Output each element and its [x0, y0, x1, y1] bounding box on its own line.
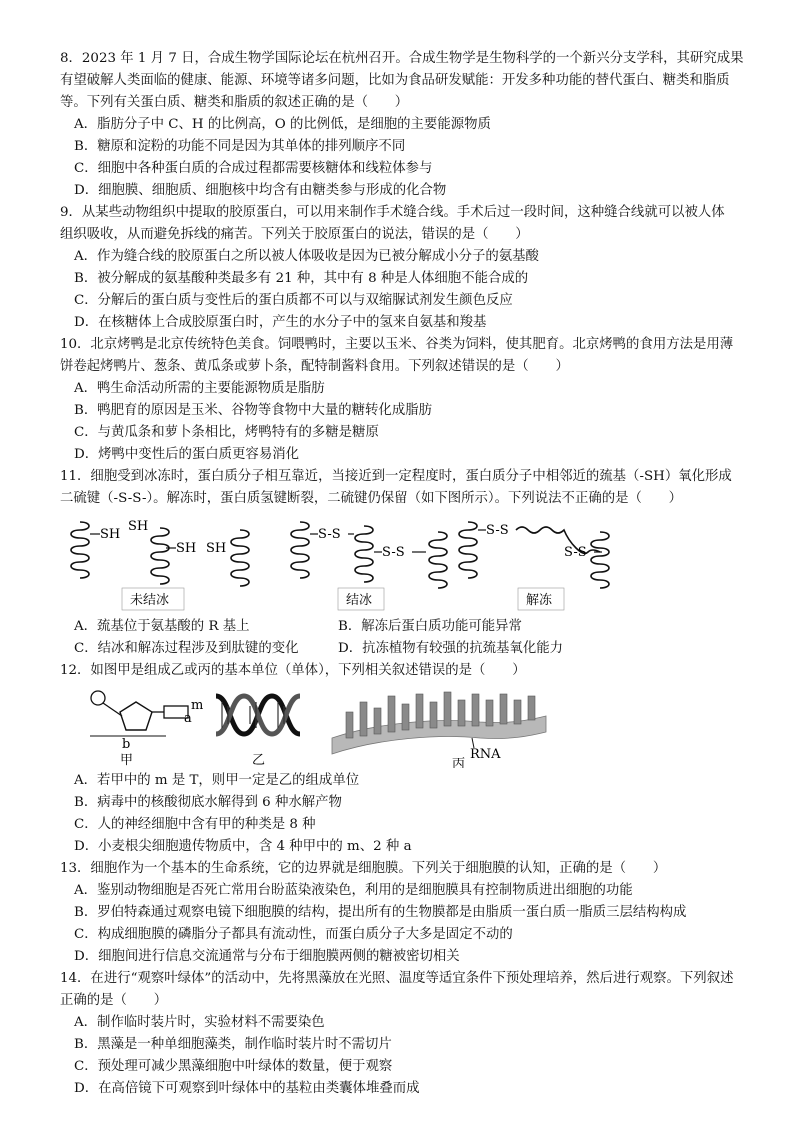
question-stem: 12．如图甲是组成乙或丙的基本单位（单体），下列相关叙述错误的是（ ）	[60, 663, 526, 678]
label-bing: 丙	[452, 757, 466, 768]
exam-page	[60, 48, 750, 1100]
frozen-panel	[291, 522, 447, 610]
option-a: A．巯基位于氨基酸的 R 基上	[74, 619, 250, 634]
sh-label: SH	[176, 541, 197, 556]
option-c: C．分解后的蛋白质与变性后的蛋白质都不可以与双缩脲试剂发生颜色反应	[74, 293, 513, 308]
options-row	[60, 616, 750, 638]
option-c: C．人的神经细胞中含有甲的种类是 8 种	[74, 817, 316, 832]
nucleic-acid-svg	[60, 682, 750, 768]
question-stem: 等。下列有关蛋白质、糖类和脂质的叙述正确的是（ ）	[60, 95, 409, 110]
label-jia: 甲	[120, 753, 134, 768]
unfrozen-label: 未结冰	[130, 593, 170, 608]
option-b: B．鸭肥育的原因是玉米、谷物等食物中大量的糖转化成脂肪	[74, 403, 432, 418]
option-a: A．作为缝合线的胶原蛋白之所以被人体吸收是因为已被分解成小分子的氨基酸	[74, 249, 539, 264]
thawed-panel	[459, 522, 609, 610]
nucleic-acid-figure	[60, 682, 750, 768]
question-stem: 9．从某些动物组织中提取的胶原蛋白，可以用来制作手术缝合线。手术后过一段时间，这种缝合线就可以被人体	[60, 205, 725, 220]
question-10	[60, 334, 750, 466]
option-d: D．烤鸭中变性后的蛋白质更容易消化	[74, 447, 299, 462]
question-9	[60, 202, 750, 334]
question-stem: 组织吸收，从而避免拆线的痛苦。下列关于胶原蛋白的说法，错误的是（ ）	[60, 227, 529, 242]
sh-label: SH	[128, 519, 149, 534]
option-a: A．鉴别动物细胞是否死亡常用台盼蓝染液染色，利用的是细胞膜具有控制物质进出细胞的功能	[74, 883, 633, 898]
option-d: D．细胞间进行信息交流通常与分布于细胞膜两侧的糖被密切相关	[74, 949, 460, 964]
option-b: B．罗伯特森通过观察电镜下细胞膜的结构，提出所有的生物膜都是由脂质一蛋白质一脂质三层结构构成	[74, 905, 687, 920]
options-row	[60, 638, 750, 660]
option-d: D．抗冻植物有较强的抗巯基氧化能力	[338, 641, 563, 656]
option-d: D．细胞膜、细胞质、细胞核中均含有由糖类参与形成的化合物	[74, 183, 447, 198]
question-8	[60, 48, 750, 202]
option-c: C．细胞中各种蛋白质的合成过程都需要核糖体和线粒体参与	[74, 161, 433, 176]
option-a: A．脂肪分子中 C、H 的比例高，O 的比例低，是细胞的主要能源物质	[74, 117, 491, 132]
unfrozen-panel	[71, 519, 249, 610]
option-c: C．构成细胞膜的磷脂分子都具有流动性，而蛋白质分子大多是固定不动的	[74, 927, 513, 942]
thawed-label: 解冻	[526, 593, 553, 608]
option-d: D．在核糖体上合成胶原蛋白时，产生的水分子中的氢来自氨基和羧基	[74, 315, 487, 330]
question-14	[60, 968, 750, 1100]
option-b: B．病毒中的核酸彻底水解得到 6 种水解产物	[74, 795, 342, 810]
frozen-label: 结冰	[346, 593, 373, 608]
label-a: a	[184, 711, 192, 726]
nucleotide-diagram	[90, 691, 203, 768]
dna-double-helix	[216, 696, 300, 768]
protein-freezing-figure	[60, 512, 750, 612]
option-c: C．结冰和解冻过程涉及到肽键的变化	[74, 641, 299, 656]
option-b: B．黑藻是一种单细胞藻类，制作临时装片时不需切片	[74, 1037, 392, 1052]
question-stem: 10．北京烤鸭是北京传统特色美食。饲喂鸭时，主要以玉米、谷类为饲料，使其肥育。北京烤鸭的食用方法是用薄	[60, 337, 734, 352]
option-d: D．在高倍镜下可观察到叶绿体中的基粒由类囊体堆叠而成	[74, 1081, 420, 1096]
disulfide-label: S-S	[486, 523, 509, 538]
option-b: B．被分解成的氨基酸种类最多有 21 种，其中有 8 种是人体细胞不能合成的	[74, 271, 529, 286]
option-c: C．预处理可减少黑藻细胞中叶绿体的数量，便于观察	[74, 1059, 393, 1074]
question-stem: 11．细胞受到冰冻时，蛋白质分子相互靠近，当接近到一定程度时，蛋白质分子中相邻近的巯基（-SH）氧化形成	[60, 469, 732, 484]
label-rna: RNA	[470, 747, 501, 762]
rna-strand	[332, 692, 546, 768]
question-stem: 14．在进行“观察叶绿体”的活动中，先将黑藻放在光照、温度等适宜条件下预处理培养，然后进行观察。下列叙述	[60, 971, 734, 986]
option-a: A．鸭生命活动所需的主要能源物质是脂肪	[74, 381, 325, 396]
question-stem: 正确的是（ ）	[60, 993, 168, 1008]
question-stem: 有望破解人类面临的健康、能源、环境等诸多问题，比如为食品研发赋能：开发多种功能的替代蛋白、糖类和脂质	[60, 73, 730, 88]
protein-freezing-svg	[60, 512, 750, 612]
option-c: C．与黄瓜条和萝卜条相比，烤鸭特有的多糖是糖原	[74, 425, 379, 440]
question-stem: 饼卷起烤鸭片、葱条、黄瓜条或萝卜条，配特制酱料食用。下列叙述错误的是（ ）	[60, 359, 569, 374]
question-stem: 二硫键（-S-S-）。解冻时，蛋白质氢键断裂，二硫键仍保留（如下图所示）。下列说法不正确的是（ ）	[60, 491, 683, 506]
question-12	[60, 660, 750, 858]
option-d: D．小麦根尖细胞遗传物质中，含 4 种甲中的 m、2 种 a	[74, 839, 412, 854]
option-b: B．解冻后蛋白质功能可能异常	[338, 619, 522, 634]
question-stem: 8．2023 年 1 月 7 日，合成生物学国际论坛在杭州召开。合成生物学是生物科学的一个新兴分支学科，其研究成果	[60, 51, 744, 66]
option-a: A．制作临时装片时，实验材料不需要染色	[74, 1015, 325, 1030]
label-m: m	[191, 698, 204, 713]
sh-label: SH	[100, 527, 121, 542]
disulfide-label: S-S	[382, 545, 405, 560]
disulfide-label: S-S	[318, 527, 341, 542]
option-a: A．若甲中的 m 是 T，则甲一定是乙的组成单位	[74, 773, 360, 788]
question-stem: 13．细胞作为一个基本的生命系统，它的边界就是细胞膜。下列关于细胞膜的认知，正确的是（ ）	[60, 861, 667, 876]
label-yi: 乙	[252, 753, 266, 768]
label-b: b	[122, 737, 131, 752]
sh-label: SH	[206, 541, 227, 556]
option-b: B．糖原和淀粉的功能不同是因为其单体的排列顺序不同	[74, 139, 406, 154]
question-11	[60, 466, 750, 660]
disulfide-label: S-S	[564, 545, 587, 560]
question-13	[60, 858, 750, 968]
